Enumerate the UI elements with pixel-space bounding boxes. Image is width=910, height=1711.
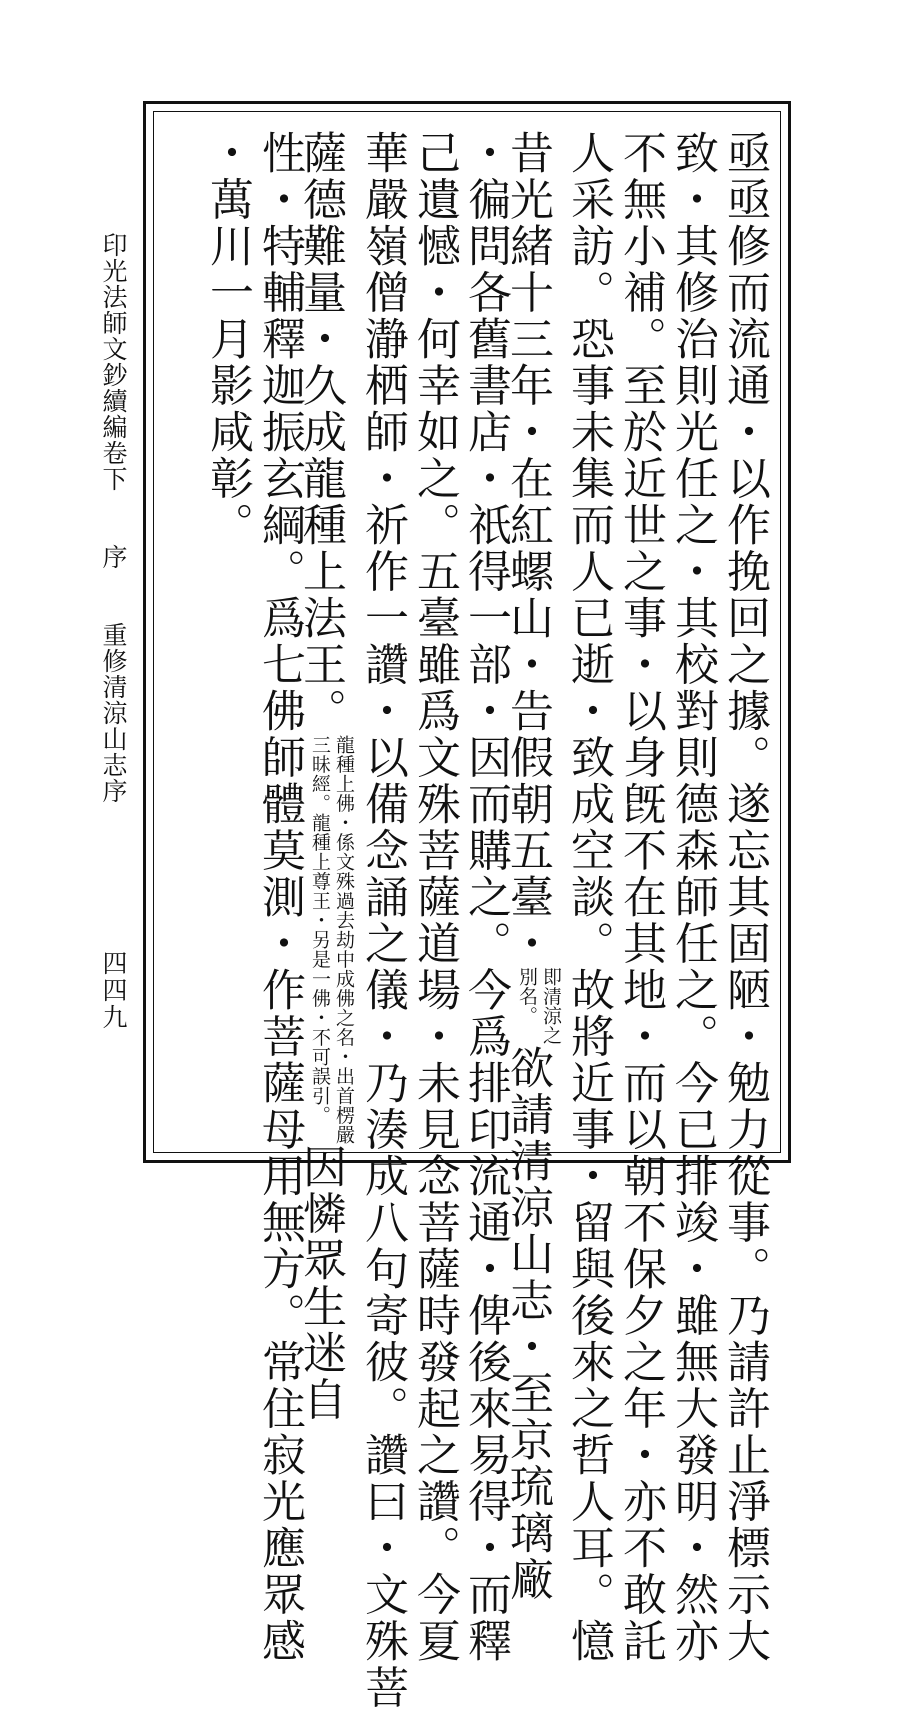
page-number: 四四九 xyxy=(99,950,128,1031)
text-column: 華嚴嶺僧瀞栖師・祈作一讚・以備念誦之儀・乃湊成八句寄彼。讚曰・文殊菩 xyxy=(357,130,408,1711)
text-column: 人采訪。恐事未集而人已逝・致成空談。故將近事・留與後來之哲人耳。憶 xyxy=(563,130,614,1665)
text-column: 己遺憾・何幸如之。五臺雖爲文殊菩薩道場・未見念菩薩時發起之讚。今夏 xyxy=(409,130,460,1665)
text-column: 不無小補。至於近世之事・以身旣不在其地・而以朝不保夕之年・亦不敢託 xyxy=(615,130,666,1665)
text-column: ・徧問各舊書店・祇得一部・因而購之。今爲排印流通・俾後來易得・而釋 xyxy=(460,130,511,1665)
running-head xyxy=(96,232,130,804)
piece-title: 重修清涼山志序 xyxy=(99,622,128,804)
note-line: 別名。 xyxy=(516,967,538,1026)
note-line: 三昧經。龍種上尊王・另是一佛・不可誤引。 xyxy=(309,734,331,1125)
column-text: 薩德難量・久成龍種上法王。 xyxy=(295,130,346,735)
text-column: ・萬川一月影咸彰。 xyxy=(202,130,253,549)
text-column: 性・特輔釋迦振玄綱。爲七佛師體莫測・作菩薩母用無方。常住寂光應眾感 xyxy=(254,130,305,1665)
interlinear-note xyxy=(515,967,563,1045)
note-line: 即清涼之 xyxy=(540,967,562,1045)
interlinear-note xyxy=(308,735,356,1145)
column-text: 昔光緒十三年・在紅螺山・告假朝五臺・ xyxy=(502,130,553,967)
text-column xyxy=(295,130,358,1423)
text-column xyxy=(502,130,565,1603)
text-column: 亟亟修而流通・以作挽回之據。遂忘其固陋・勉力從事。乃請許止淨標示大 xyxy=(719,130,770,1665)
section-label: 序 xyxy=(99,544,128,570)
text-column: 致・其修治則光任之・其校對則德森師任之。今已排竣・雖無大發明・然亦 xyxy=(667,130,718,1665)
column-text: 因憐眾生迷自 xyxy=(295,1144,346,1423)
note-line: 龍種上佛・係文殊過去劫中成佛之名・出首楞嚴 xyxy=(333,734,355,1144)
column-text: 欲請清涼山志・至京琉璃廠 xyxy=(502,1045,553,1603)
book-title: 印光法師文鈔續編卷下 xyxy=(99,232,128,492)
